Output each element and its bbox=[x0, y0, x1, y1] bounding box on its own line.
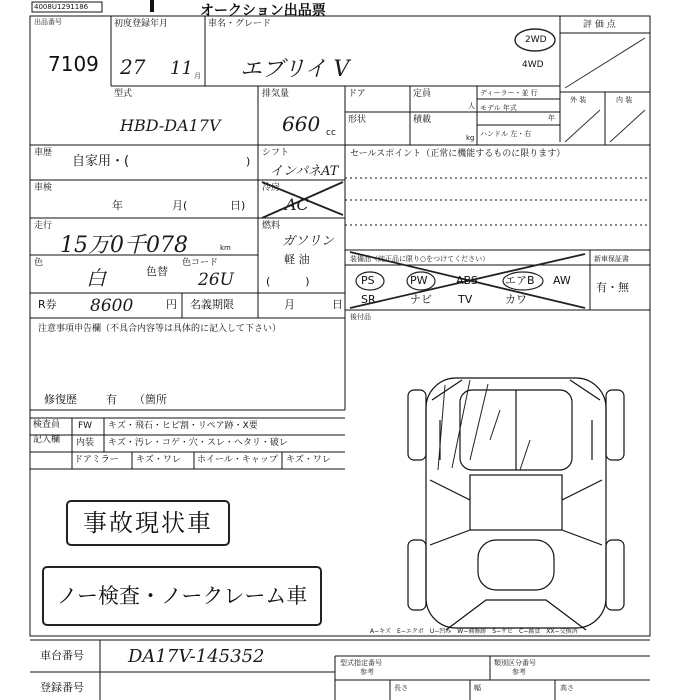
lot-number: 7109 bbox=[48, 52, 99, 76]
interior-label: 内 装 bbox=[616, 96, 633, 104]
repair-value: 有 bbox=[106, 393, 117, 406]
inspection-year: 年 bbox=[112, 199, 123, 212]
registration-year: 27 bbox=[120, 55, 146, 79]
barcode-number: 4008U1291186 bbox=[34, 3, 89, 11]
type-designation-ref: 参考 bbox=[360, 668, 374, 676]
inspection-label: 車検 bbox=[34, 183, 53, 193]
fuel-value: ガソリン bbox=[282, 234, 335, 249]
width-label: 幅 bbox=[474, 684, 481, 692]
load-unit: kg bbox=[466, 134, 475, 142]
inspector-label-2: 記入欄 bbox=[33, 435, 61, 445]
shift-label: シフト bbox=[262, 148, 290, 158]
shift-value: インパネAT bbox=[270, 164, 339, 179]
registration-label: 登録番号 bbox=[40, 681, 84, 694]
fw-text: キズ・飛石・ヒビ割・リペア跡・X要 bbox=[108, 421, 258, 431]
lot-number-label: 出品番号 bbox=[34, 18, 62, 26]
noclaim-stamp bbox=[42, 566, 322, 626]
month-suffix: 月 bbox=[194, 72, 201, 80]
capacity-unit: 人 bbox=[468, 102, 475, 110]
class-number-ref: 参考 bbox=[512, 668, 526, 676]
repair-place: （箇所 bbox=[134, 393, 167, 406]
warranty-label: 新車保証書 bbox=[594, 255, 629, 263]
equip-ps: PS bbox=[361, 274, 375, 287]
equip-airbag: エアB bbox=[505, 274, 535, 287]
accident-stamp-text: 事故現状車 bbox=[83, 509, 213, 537]
height-label: 高さ bbox=[560, 684, 574, 692]
mirror-text: キズ・ワレ bbox=[136, 455, 181, 465]
aftermarket-label: 後付品 bbox=[350, 313, 371, 321]
color-code-label: 色コード bbox=[182, 258, 219, 268]
noclaim-stamp-text: ノー検査・ノークレーム車 bbox=[56, 584, 308, 608]
shape-label: 形状 bbox=[348, 115, 367, 125]
handle-label: ハンドル 左・右 bbox=[480, 130, 532, 138]
color-label: 色 bbox=[34, 258, 44, 268]
equip-pw: PW bbox=[410, 274, 428, 287]
door-label: ドア bbox=[348, 89, 366, 99]
2wd-option: 2WD bbox=[525, 35, 547, 45]
aircon-value: AC bbox=[285, 195, 309, 214]
interior-head: 内装 bbox=[76, 438, 95, 448]
4wd-option: 4WD bbox=[522, 60, 544, 70]
fuel-other: ( ) bbox=[266, 275, 310, 288]
sheet-title: オークション出品票 bbox=[200, 3, 326, 19]
car-name-label: 車名・グレード bbox=[208, 19, 272, 29]
equip-aw: AW bbox=[553, 274, 571, 287]
equip-sr: SR bbox=[361, 293, 376, 306]
usage-close: ) bbox=[246, 155, 251, 168]
color-change-label: 色替 bbox=[146, 265, 168, 278]
chassis-value: DA17V-145352 bbox=[128, 646, 265, 667]
recycle-label: R券 bbox=[38, 298, 57, 311]
equipment-label: 装備品（純正品に限り○をつけてください） bbox=[350, 255, 490, 263]
chassis-label: 車台番号 bbox=[40, 649, 84, 662]
sales-point-label: セールスポイント（正常に機能するものに限ります） bbox=[350, 149, 566, 159]
warranty-value: 有・無 bbox=[596, 281, 629, 294]
displacement-label: 排気量 bbox=[262, 89, 290, 99]
fw-head: FW bbox=[78, 421, 93, 431]
mileage-unit: km bbox=[220, 244, 231, 252]
repair-label: 修復歴 bbox=[44, 393, 77, 406]
deadline-day: 日 bbox=[332, 298, 343, 311]
notes-label: 注意事項申告欄（不具合内容等は具体的に記入して下さい） bbox=[38, 324, 282, 334]
year-unit: 年 bbox=[548, 114, 555, 122]
car-diagram bbox=[408, 378, 624, 630]
displacement-unit: cc bbox=[326, 128, 336, 138]
interior-text: キズ・汚レ・コゲ・穴・スレ・ヘタリ・破レ bbox=[108, 438, 288, 448]
model-label: 型式 bbox=[114, 89, 133, 99]
equip-abs: ABS bbox=[456, 274, 478, 287]
registration-month: 11 bbox=[170, 58, 193, 79]
recycle-unit: 円 bbox=[166, 298, 177, 311]
equip-leather: カワ bbox=[505, 293, 527, 306]
color-code-value: 26U bbox=[198, 270, 234, 290]
accident-stamp bbox=[66, 500, 230, 546]
model-year-label: モデル 年式 bbox=[480, 104, 517, 112]
inspection-day: 日) bbox=[230, 199, 246, 212]
deadline-month: 月 bbox=[284, 298, 295, 311]
first-registration-label: 初度登録年月 bbox=[114, 19, 169, 29]
deadline-label: 名義期限 bbox=[190, 298, 234, 311]
capacity-label: 定員 bbox=[413, 89, 432, 99]
length-label: 長さ bbox=[394, 684, 408, 692]
aircon-label: 冷房 bbox=[262, 183, 281, 193]
inspector-label: 検査員 bbox=[33, 420, 61, 430]
load-label: 積載 bbox=[413, 115, 432, 125]
inspection-month: 月( bbox=[172, 199, 188, 212]
evaluation-label: 評 価 点 bbox=[583, 20, 616, 30]
class-number-label: 類別区分番号 bbox=[494, 659, 536, 667]
type-designation-label: 型式指定番号 bbox=[340, 659, 382, 667]
damage-legend: A−キズ E−エクボ U−凹み W−補修跡 S−サビ C−腐食 XX−交換済 bbox=[370, 628, 578, 635]
model-value: HBD-DA17V bbox=[120, 116, 221, 135]
wheel-head: ホイール・キャップ bbox=[197, 455, 278, 465]
color-value: 白 bbox=[86, 266, 106, 290]
recycle-value: 8600 bbox=[90, 296, 134, 316]
equip-navi: ナビ bbox=[410, 293, 432, 306]
mirror-head: ドアミラー bbox=[74, 455, 119, 465]
dealer-label: ディーラー・並 行 bbox=[480, 89, 538, 97]
usage-value: 自家用・( bbox=[72, 154, 130, 169]
car-name-value: エブリイ V bbox=[240, 57, 350, 82]
diesel-label: 軽 油 bbox=[284, 253, 310, 266]
mileage-value: 15万0千078 bbox=[60, 233, 188, 258]
exterior-label: 外 装 bbox=[570, 96, 587, 104]
displacement-value: 660 bbox=[282, 112, 321, 136]
wheel-text: キズ・ワレ bbox=[286, 455, 331, 465]
usage-label: 車歴 bbox=[34, 148, 53, 158]
fuel-label: 燃料 bbox=[262, 221, 281, 231]
mileage-label: 走行 bbox=[34, 221, 53, 231]
equip-tv: TV bbox=[458, 293, 473, 306]
